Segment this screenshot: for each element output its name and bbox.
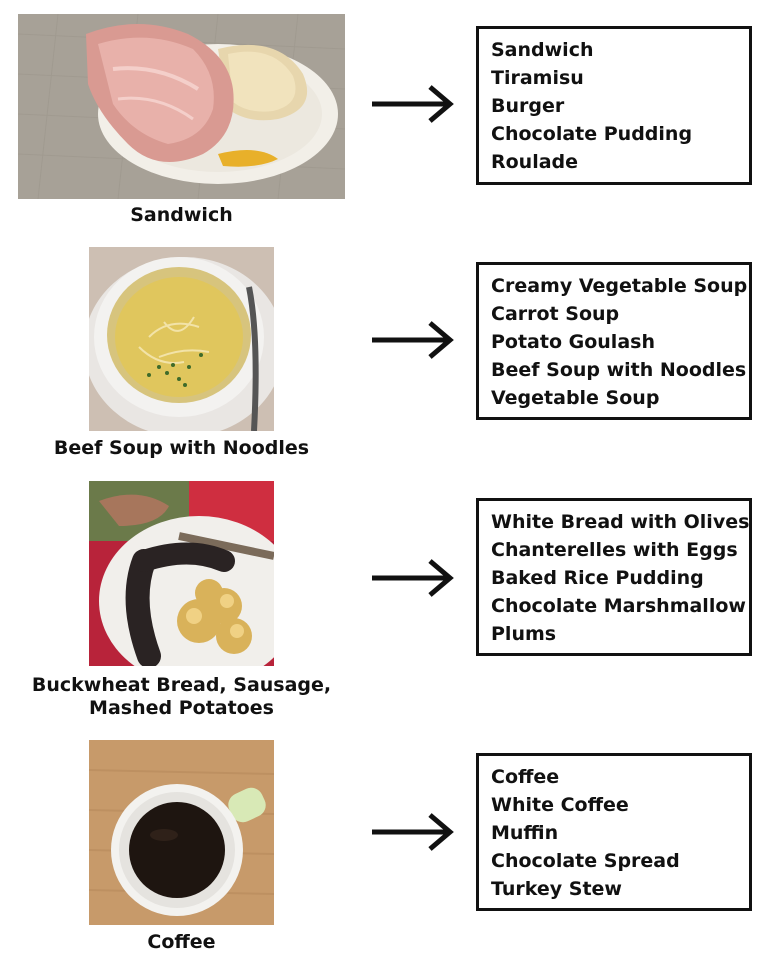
prediction-item: White Coffee — [491, 794, 629, 816]
photo-caption: Sandwich — [130, 204, 233, 226]
prediction-list — [476, 498, 752, 656]
prediction-item: Beef Soup with Noodles — [491, 359, 747, 381]
prediction-list — [476, 262, 752, 420]
prediction-item: Chocolate Pudding — [491, 123, 693, 145]
prediction-list — [476, 753, 752, 911]
right-arrow-icon — [370, 558, 456, 598]
caption-line: Buckwheat Bread, Sausage, — [31, 674, 332, 696]
prediction-item: Chocolate Marshmallow — [491, 595, 746, 617]
prediction-item: Turkey Stew — [491, 878, 622, 900]
prediction-item: Coffee — [491, 766, 560, 788]
prediction-item: Muffin — [491, 822, 559, 844]
prediction-item: Burger — [491, 95, 565, 117]
photo-caption: Coffee — [147, 931, 216, 953]
prediction-list — [476, 26, 752, 185]
right-arrow-icon — [370, 84, 456, 124]
prediction-item: Vegetable Soup — [491, 387, 660, 409]
photo-caption: Beef Soup with Noodles — [53, 437, 310, 459]
coffee-photo — [89, 740, 274, 925]
prediction-item: Baked Rice Pudding — [491, 567, 704, 589]
prediction-item: Chocolate Spread — [491, 850, 680, 872]
sandwich-photo — [18, 14, 345, 199]
prediction-item: Potato Goulash — [491, 331, 655, 353]
beef-soup-photo — [89, 247, 274, 431]
prediction-item: Chanterelles with Eggs — [491, 539, 738, 561]
prediction-item: Roulade — [491, 151, 579, 173]
sausage-plate-photo — [89, 481, 274, 666]
prediction-item: Creamy Vegetable Soup — [491, 275, 748, 297]
prediction-item: White Bread with Olives — [491, 511, 750, 533]
prediction-item: Plums — [491, 623, 557, 645]
caption-line: Mashed Potatoes — [89, 697, 274, 719]
right-arrow-icon — [370, 320, 456, 360]
prediction-item: Carrot Soup — [491, 303, 620, 325]
prediction-item: Tiramisu — [491, 67, 584, 89]
photo-caption — [18, 674, 345, 720]
prediction-item: Sandwich — [491, 39, 594, 61]
right-arrow-icon — [370, 812, 456, 852]
